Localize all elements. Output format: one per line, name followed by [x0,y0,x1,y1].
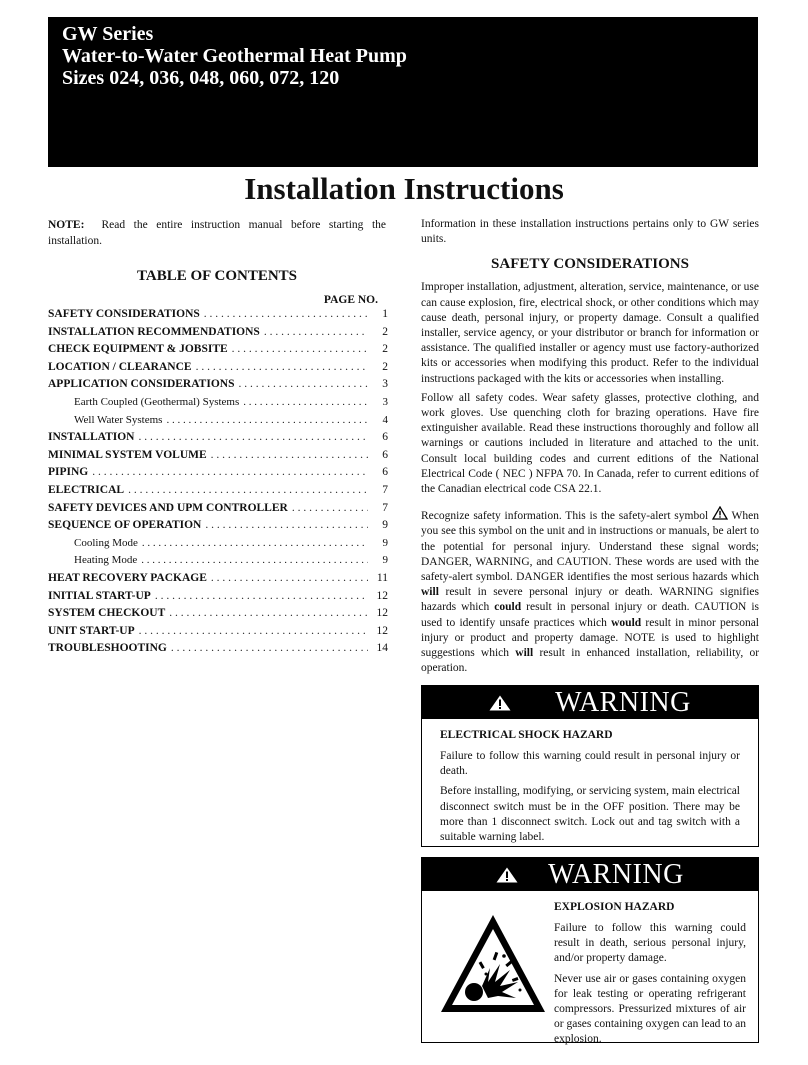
safety-considerations-title: SAFETY CONSIDERATIONS [491,256,689,273]
toc-entry-page: 2 [382,325,388,338]
toc-entry[interactable] [48,308,386,326]
toc-entry-label: PIPING [48,466,89,479]
toc-entry-label: SEQUENCE OF OPERATION [48,519,202,532]
toc-entry-page: 6 [382,431,388,444]
toc-leader-dots [243,396,368,408]
toc-entry[interactable] [48,414,386,432]
toc-leader-dots [141,554,368,566]
warning-heading: ELECTRICAL SHOCK HAZARD [440,729,613,741]
toc-entry-page: 6 [382,466,388,479]
toc-entry[interactable] [48,642,386,660]
safety-paragraph-1: Improper installation, adjustment, alteration, service, maintenance, or use can cause explosion, fire, electrical shock, or other conditions which may cause death, personal injury, or property damage. Consult a qualified installer, service agency, or your distributor or branch for information or assistance. The qualified installer or agency must use factory-authorized kits or accessories when modifying this product. Refer to the individual instructions packaged with the kits or accessories when installing. [421,281,759,385]
toc-entry[interactable] [48,361,386,379]
toc-entry-page: 3 [382,378,388,391]
toc-entry-page: 4 [382,413,388,426]
toc-entry-page: 2 [382,343,388,356]
toc-leader-dots [171,642,368,654]
toc-leader-dots [92,466,368,478]
toc-entry-label: UNIT START-UP [48,624,135,637]
toc-entry-label: INSTALLATION RECOMMENDATIONS [48,325,260,338]
toc-leader-dots [211,449,368,461]
safety-paragraph-3: Recognize safety information. This is the safety-alert symbol When you see this symbol on the unit and in instructions or manuals, be alert to the potential for personal injury. Understand these signal words; DANGER, WARNING, and CAUTION. These words are used with the safety-alert symbol. DANGER identifies the most serious hazards which will result in severe personal injury or death. WARNING signifies hazards which could result in personal injury or death. CAUTION is used to identify unsafe practices which would result in minor personal injury or product and property damage. NOTE is used to highlight suggestions which will result in enhanced installation, reliability, or operation. [421,506,759,676]
toc-entry[interactable] [48,537,386,555]
toc-entry[interactable] [48,590,386,608]
toc-title: TABLE OF CONTENTS [136,268,298,284]
toc-entry-page: 12 [376,607,388,620]
warning-text-2: Never use air or gases containing oxygen for leak testing or operating refrigerant compressors. Pressurized mixtures of air or gases containing oxygen can lead to an explosion. [554,972,746,1046]
toc-entry[interactable] [48,343,386,361]
safety-alert-icon [712,506,728,520]
warning-heading: EXPLOSION HAZARD [554,901,675,913]
note-paragraph [48,217,386,249]
warning-triangle-icon [496,867,518,883]
toc-entry-page: 12 [376,624,388,637]
toc-leader-dots [292,502,368,514]
toc-entry[interactable] [48,554,386,572]
toc-entry[interactable] [48,502,386,520]
page-title: Installation Instructions [244,171,564,206]
warning-label: WARNING [548,858,684,890]
toc-leader-dots [128,484,368,496]
toc-entry[interactable] [48,625,386,643]
right-column [421,217,759,676]
toc-leader-dots [238,378,368,390]
header-series: GW Series [62,23,154,45]
toc-leader-dots [205,519,368,531]
toc-entry-label: Heating Mode [74,554,138,567]
toc-entry[interactable] [48,378,386,396]
toc-leader-dots [232,343,368,355]
toc-entry[interactable] [48,607,386,625]
warning-banner [422,858,758,891]
header-sizes: Sizes 024, 036, 048, 060, 072, 120 [62,67,340,89]
toc-leader-dots [155,590,368,602]
toc-entry-label: Earth Coupled (Geothermal) Systems [74,395,240,408]
header-product: Water-to-Water Geothermal Heat Pump [62,45,407,67]
toc-entry-label: SAFETY CONSIDERATIONS [48,308,200,320]
note-label: NOTE: [48,219,85,231]
toc-leader-dots [211,572,368,584]
toc-leader-dots [139,431,369,443]
toc-entry[interactable] [48,431,386,449]
toc-entry-label: TROUBLESHOOTING [48,642,167,655]
toc-entry-label: INITIAL START-UP [48,589,151,602]
toc-leader-dots [264,326,368,338]
table-of-contents [48,308,386,660]
toc-entry-label: HEAT RECOVERY PACKAGE [48,571,207,584]
toc-entry[interactable] [48,572,386,590]
warning-triangle-icon [489,695,511,711]
explosion-hazard-icon [438,912,548,1016]
warning-text-1: Failure to follow this warning could result in personal injury or death. [440,750,740,778]
toc-entry-label: LOCATION / CLEARANCE [48,360,192,373]
toc-page-no-header: PAGE NO. [323,294,378,306]
toc-entry-label: INSTALLATION [48,431,135,444]
intro-paragraph: Information in these installation instructions pertains only to GW series units. [421,218,759,246]
electrical-shock-warning [421,685,759,847]
document-header [48,17,758,167]
toc-entry-page: 2 [382,360,388,373]
toc-entry[interactable] [48,484,386,502]
toc-entry[interactable] [48,396,386,414]
toc-entry-page: 1 [382,308,388,320]
warning-label: WARNING [555,686,691,718]
toc-entry-page: 7 [382,483,388,496]
toc-entry-page: 9 [382,554,388,567]
safety-paragraph-2: Follow all safety codes. Wear safety glasses, protective clothing, and work gloves. Use quenching cloth for brazing operations. Have fire extinguisher available. Read these instructions thoroughly and follow all warnings or cautions included in literature and attached to the unit. Consult local building codes and current editions of the National Electrical Code ( NEC ) NFPA 70. In Canada, refer to current editions of the Canadian electrical code CSA 22.1. [421,391,759,496]
toc-leader-dots [204,308,368,320]
toc-entry[interactable] [48,326,386,344]
toc-entry-label: SAFETY DEVICES AND UPM CONTROLLER [48,501,288,514]
toc-entry-page: 14 [376,642,388,655]
toc-entry-label: MINIMAL SYSTEM VOLUME [48,448,207,461]
toc-entry-page: 3 [382,395,388,408]
toc-entry-label: Well Water Systems [74,413,163,426]
note-text: Read the entire instruction manual before starting the installation. [48,219,386,247]
toc-entry-label: Cooling Mode [74,536,138,549]
toc-entry-label: SYSTEM CHECKOUT [48,607,166,620]
toc-entry-page: 9 [382,519,388,532]
toc-entry-page: 7 [382,501,388,514]
toc-entry-page: 9 [382,536,388,549]
explosion-warning [421,857,759,1046]
toc-leader-dots [196,361,368,373]
toc-entry-label: ELECTRICAL [48,483,125,496]
left-column [48,217,386,660]
toc-entry-label: CHECK EQUIPMENT & JOBSITE [48,343,228,356]
toc-entry[interactable] [48,466,386,484]
warning-text-2: Before installing, modifying, or servicing system, main electrical disconnect switch must be in the OFF position. There may be more than 1 disconnect switch. Lock out and tag switch with a suitable warning label. [440,785,740,844]
toc-entry[interactable] [48,519,386,537]
toc-leader-dots [139,625,368,637]
toc-leader-dots [142,537,368,549]
toc-entry-page: 12 [376,589,388,602]
toc-entry-page: 6 [382,448,388,461]
toc-leader-dots [166,414,368,426]
toc-entry[interactable] [48,449,386,467]
toc-entry-page: 11 [376,571,388,584]
toc-entry-label: APPLICATION CONSIDERATIONS [48,378,235,391]
warning-text-1: Failure to follow this warning could result in death, serious personal injury, and/or property damage. [554,922,746,965]
warning-banner [422,686,758,719]
toc-leader-dots [169,607,368,619]
